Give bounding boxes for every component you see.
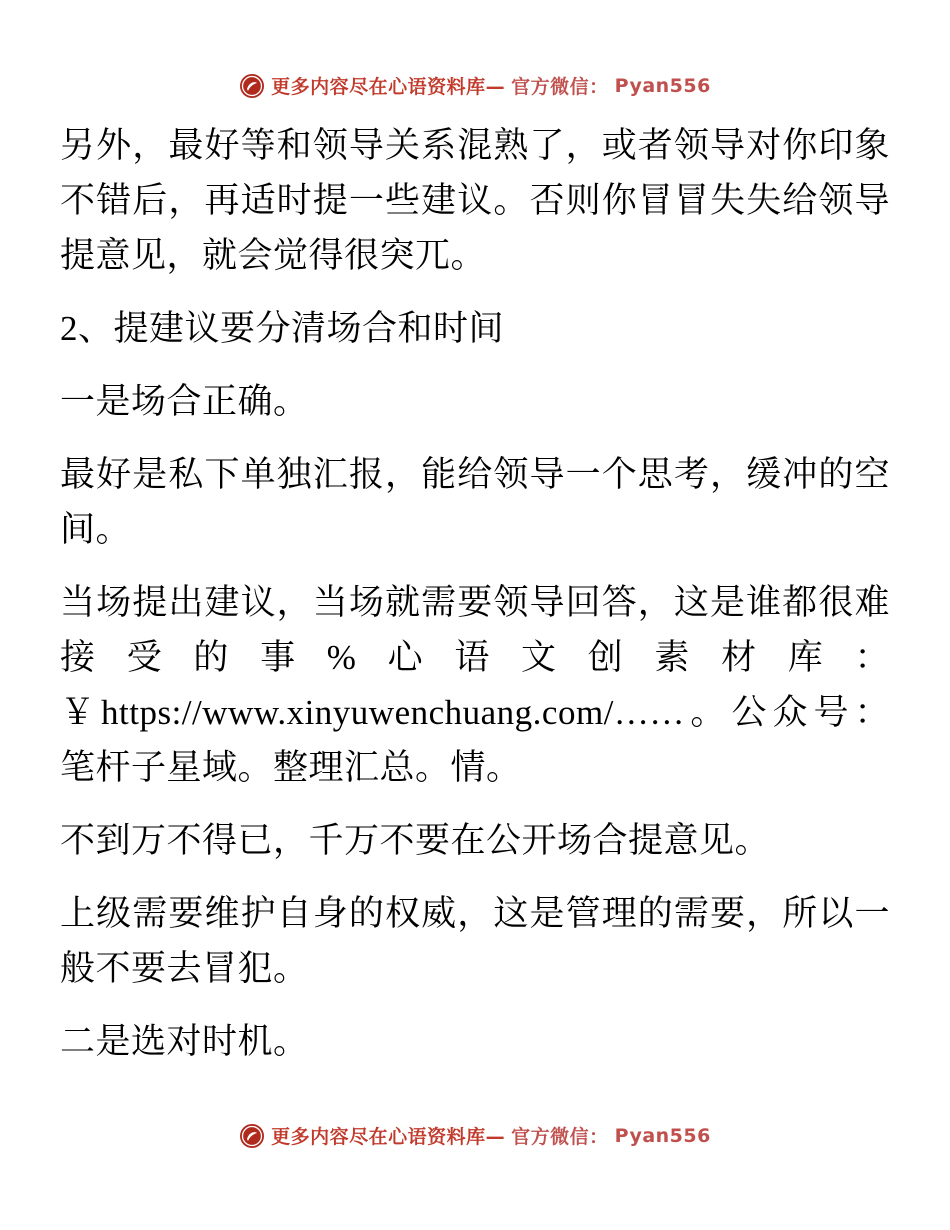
seal-stamp-icon <box>239 1123 265 1149</box>
paragraph: 二是选对时机。 <box>60 1022 309 1061</box>
header-watermark-wechat-id: Pyan556 <box>614 74 711 97</box>
paragraph-heading: 2、提建议要分清场合和时间 <box>60 309 505 348</box>
document-body <box>60 118 890 1069</box>
paragraph: 一是场合正确。 <box>60 382 309 421</box>
footer-watermark-banner <box>0 1122 950 1149</box>
footer-watermark-wechat-id: Pyan556 <box>614 1124 711 1147</box>
footer-watermark-sub-text: 官方微信： <box>511 1126 609 1148</box>
header-watermark-banner <box>0 72 950 99</box>
seal-stamp-icon <box>239 73 265 99</box>
header-watermark-main-text: 更多内容尽在心语资料库— <box>271 76 506 98</box>
footer-watermark-main-text: 更多内容尽在心语资料库— <box>271 1126 506 1148</box>
paragraph: 当场提出建议，当场就需要领导回答，这是谁都很难接受的事%心语文创素材库：￥https://www.xinyuwenchuang.com/……。公众号：笔杆子星域。整理汇总。情。 <box>60 583 890 787</box>
paragraph: 另外，最好等和领导关系混熟了，或者领导对你印象不错后，再适时提一些建议。否则你冒冒失失给领导提意见，就会觉得很突兀。 <box>60 126 890 275</box>
paragraph: 最好是私下单独汇报，能给领导一个思考，缓冲的空间。 <box>60 455 890 549</box>
paragraph: 不到万不得已，千万不要在公开场合提意见。 <box>60 821 771 860</box>
header-watermark-sub-text: 官方微信： <box>511 76 609 98</box>
paragraph: 上级需要维护自身的权威，这是管理的需要，所以一般不要去冒犯。 <box>60 894 890 988</box>
